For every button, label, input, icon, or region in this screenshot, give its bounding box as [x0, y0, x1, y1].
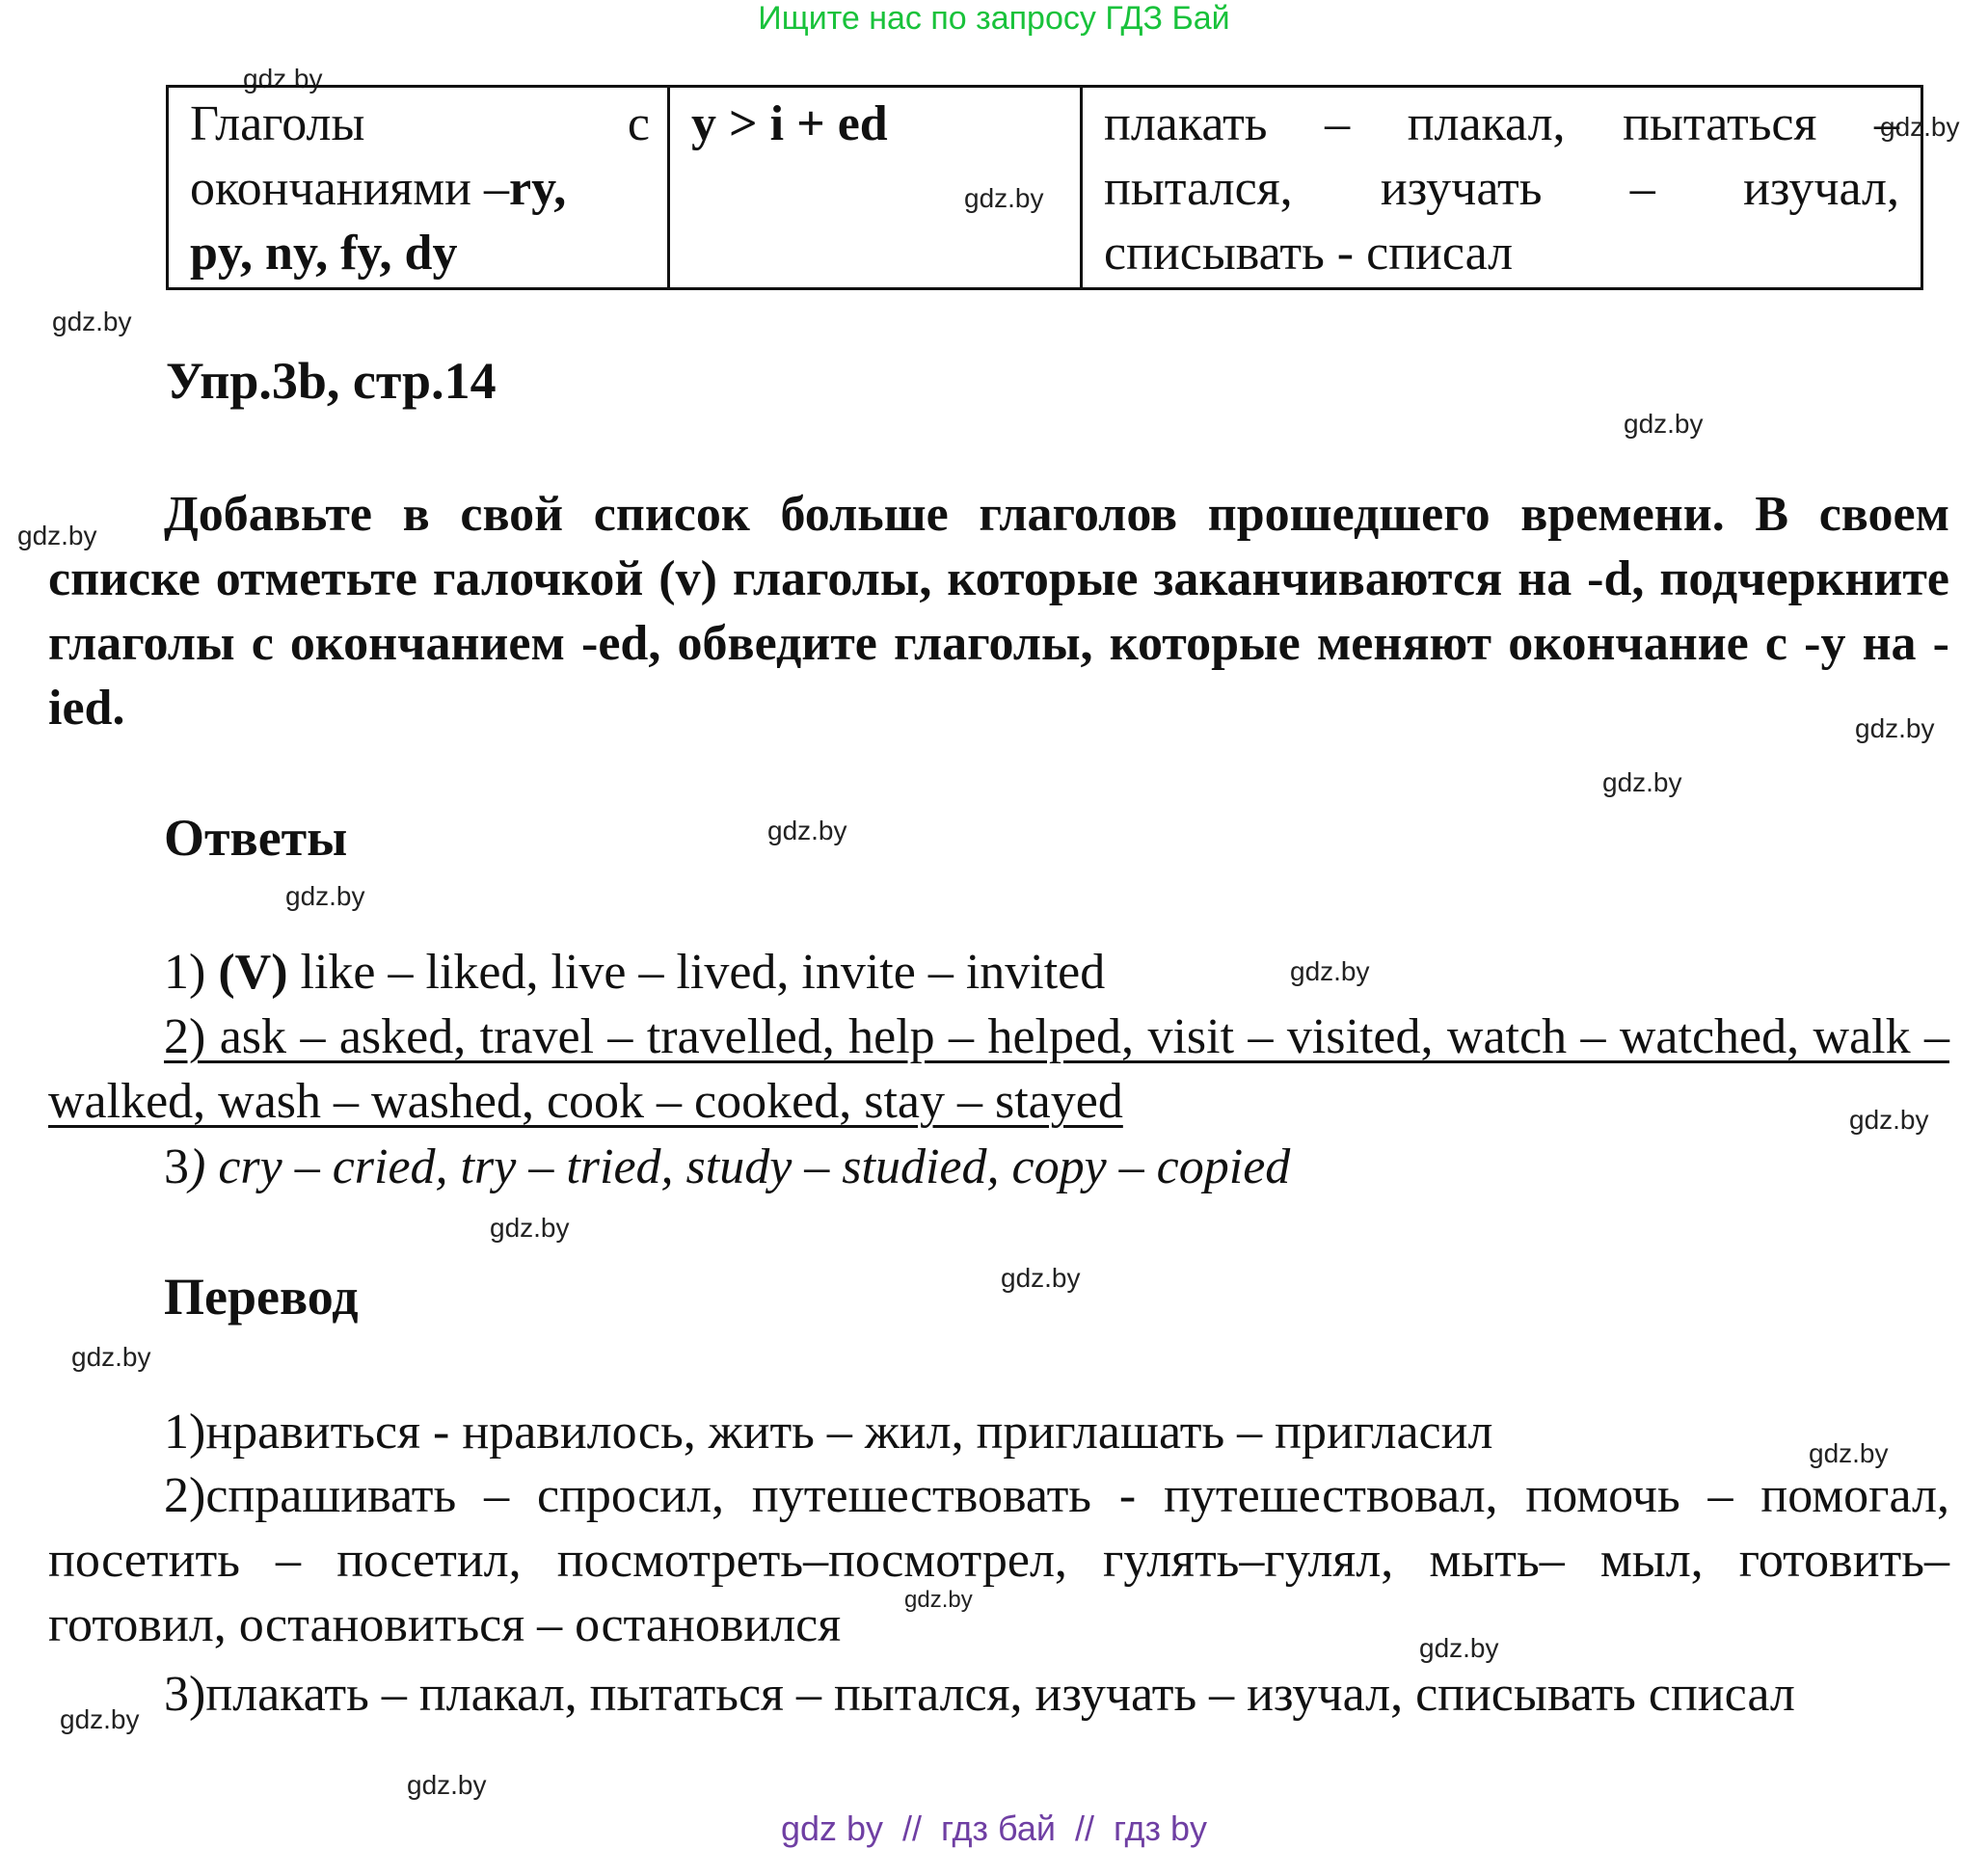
verbs-line-1: Глаголы с [190, 96, 650, 151]
exercise-title: Упр.3b, стр.14 [166, 352, 497, 410]
translation-heading: Перевод [164, 1268, 359, 1326]
watermark: gdz.by [407, 1770, 487, 1800]
watermark: gdz.by [17, 521, 97, 550]
verbs-line-2: окончаниями –ry, [190, 161, 567, 216]
watermark: gdz.by [490, 1213, 570, 1243]
watermark: gdz.by [1419, 1633, 1499, 1663]
watermark: gdz.by [904, 1587, 973, 1613]
answer-1: 1) (V) like – liked, live – lived, invite – invited [164, 945, 1106, 1000]
watermark: gdz.by [1001, 1263, 1081, 1293]
translation-2: 2)спрашивать – спросил, путешествовать - путешествовал, помочь – помогал, посетить – посетил, посмотреть–посмотрел, гулять–гулял, мыть– мыл, готовить– готовил, остановиться – остановился [48, 1468, 1949, 1652]
watermark: gdz.by [243, 64, 323, 94]
footer-links: gdz by // гдз бай // гдз by [780, 1809, 1208, 1848]
translation-1: 1)нравиться - нравилось, жить – жил, приглашать – пригласил [164, 1405, 1493, 1460]
top-banner: Ищите нас по запросу ГДЗ Бай [758, 0, 1230, 37]
watermark: gdz.by [1624, 409, 1704, 439]
watermark: gdz.by [1602, 767, 1682, 797]
answer-3: 3) cry – cried, try – tried, study – studied, copy – copied [164, 1139, 1291, 1194]
watermark: gdz.by [285, 881, 365, 911]
table-row [168, 87, 1922, 289]
watermark: gdz.by [767, 816, 847, 845]
watermark: gdz.by [60, 1704, 140, 1734]
watermark: gdz.by [71, 1342, 151, 1372]
watermark: gdz.by [1880, 112, 1960, 142]
watermark: gdz.by [1855, 713, 1935, 743]
rule-table-cell-rule: y > i + ed [669, 87, 1082, 289]
rule-table-cell-verbs [168, 87, 669, 289]
task-text: Добавьте в свой список больше глаголов прошедшего времени. В своем списке отметьте галочкой (v) глаголы, которые заканчиваются на -d, подчеркните глаголы с окончанием -ed, обведите глаголы, которые меняют окончание с -y на -ied. [48, 487, 1949, 736]
rule-table-cell-examples: плакать – плакал, пытаться – пытался, изучать – изучал, списывать - списал [1082, 87, 1922, 289]
watermark: gdz.by [1849, 1105, 1929, 1135]
translation-3: 3)плакать – плакал, пытаться – пытался, изучать – изучал, списывать списал [164, 1667, 1795, 1722]
rule-table [166, 85, 1923, 290]
watermark: gdz.by [1290, 956, 1370, 986]
watermark: gdz.by [52, 307, 132, 336]
answers-heading: Ответы [164, 809, 348, 867]
verbs-line-3: py, ny, fy, dy [190, 226, 458, 281]
watermark: gdz.by [1809, 1438, 1889, 1468]
watermark: gdz.by [964, 183, 1044, 213]
answer-2: 2) ask – asked, travel – travelled, help – helped, visit – visited, watch – watched, walk – walked, wash – washed, cook – cooked, stay – stayed [48, 1009, 1949, 1129]
